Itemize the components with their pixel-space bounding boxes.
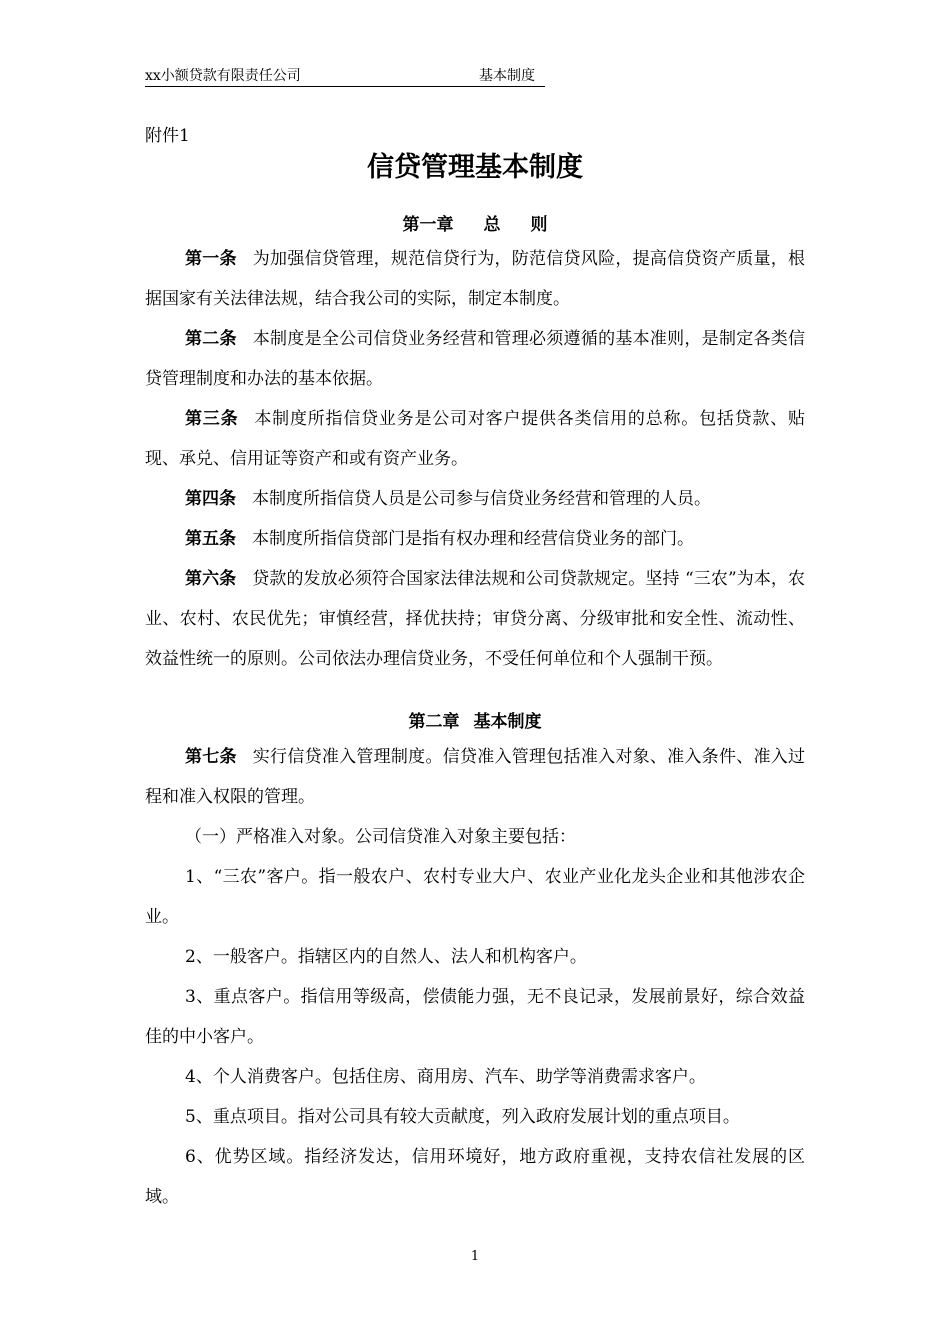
article-4-text: 本制度所指信贷人员是公司参与信贷业务经营和管理的人员。 — [252, 489, 711, 509]
article-3 — [145, 399, 805, 479]
list-item-6: 6、优势区域。指经济发达，信用环境好，地方政府重视，支持农信社发展的区域。 — [145, 1147, 805, 1207]
chapter-1-number: 第一章 — [402, 215, 454, 235]
page-number: 1 — [470, 1249, 480, 1264]
article-6-text: 贷款的发放必须符合国家法律法规和公司贷款规定。坚持 “三农”为本，农业、农村、农民优先；审慎经营，择优扶持；审贷分离、分级审批和安全性、流动性、效益性统一的原则。公司依法办理信贷业务，不受任何单位和个人强制干预。 — [145, 569, 806, 669]
article-4-label: 第四条 — [185, 489, 236, 509]
list-item-1: 1、“三农”客户。指一般农户、农村专业大户、农业产业化龙头企业和其他涉农企业。 — [145, 867, 805, 927]
article-5-label: 第五条 — [185, 529, 236, 549]
list-item-4: 4、个人消费客户。包括住房、商用房、汽车、助学等消费需求客户。 — [185, 1067, 706, 1087]
header-company: xx小额贷款有限责任公司 — [145, 68, 301, 84]
article-7 — [145, 737, 805, 817]
article-7-label: 第七条 — [185, 747, 237, 767]
list-item-3: 3、重点客户。指信用等级高，偿债能力强，无不良记录，发展前景好，综合效益佳的中小客户。 — [145, 987, 805, 1047]
article-5-text: 本制度所指信贷部门是指有权办理和经营信贷业务的部门。 — [252, 529, 694, 549]
article-5 — [145, 519, 805, 559]
article-6-label: 第六条 — [185, 569, 237, 589]
chapter-heading-1 — [0, 212, 950, 238]
header-section: 基本制度 — [479, 68, 535, 84]
article-1-text: 为加强信贷管理，规范信贷行为，防范信贷风险，提高信贷资产质量，根据国家有关法律法规，结合我公司的实际，制定本制度。 — [145, 249, 806, 309]
article-4 — [145, 479, 805, 519]
article-1-label: 第一条 — [185, 249, 237, 269]
list-item-5: 5、重点项目。指对公司具有较大贡献度，列入政府发展计划的重点项目。 — [185, 1107, 740, 1127]
article-2 — [145, 319, 805, 399]
document-title: 信贷管理基本制度 — [367, 152, 583, 183]
article-3-text: 本制度所指信贷业务是公司对客户提供各类信用的总称。包括贷款、贴现、承兑、信用证等资产和或有资产业务。 — [145, 409, 806, 469]
article-3-label: 第三条 — [185, 409, 239, 429]
article-2-label: 第二条 — [185, 329, 237, 349]
list-item-2: 2、一般客户。指辖区内的自然人、法人和机构客户。 — [185, 947, 587, 967]
chapter-1-title-b: 则 — [530, 215, 548, 235]
chapter-2-title: 基本制度 — [473, 712, 542, 732]
attachment-label: 附件1 — [145, 126, 190, 146]
chapter-1-title-a: 总 — [483, 215, 501, 235]
article-1 — [145, 239, 805, 319]
chapter-2-number: 第二章 — [408, 712, 460, 732]
list-item-intro: （一）严格准入对象。公司信贷准入对象主要包括： — [185, 827, 576, 847]
article-7-text: 实行信贷准入管理制度。信贷准入管理包括准入对象、准入条件、准入过程和准入权限的管理。 — [145, 747, 806, 807]
page-header — [145, 66, 545, 87]
article-6 — [145, 559, 805, 679]
chapter-heading-2 — [0, 709, 950, 735]
article-2-text: 本制度是全公司信贷业务经营和管理必须遵循的基本准则，是制定各类信贷管理制度和办法的基本依据。 — [145, 329, 806, 389]
